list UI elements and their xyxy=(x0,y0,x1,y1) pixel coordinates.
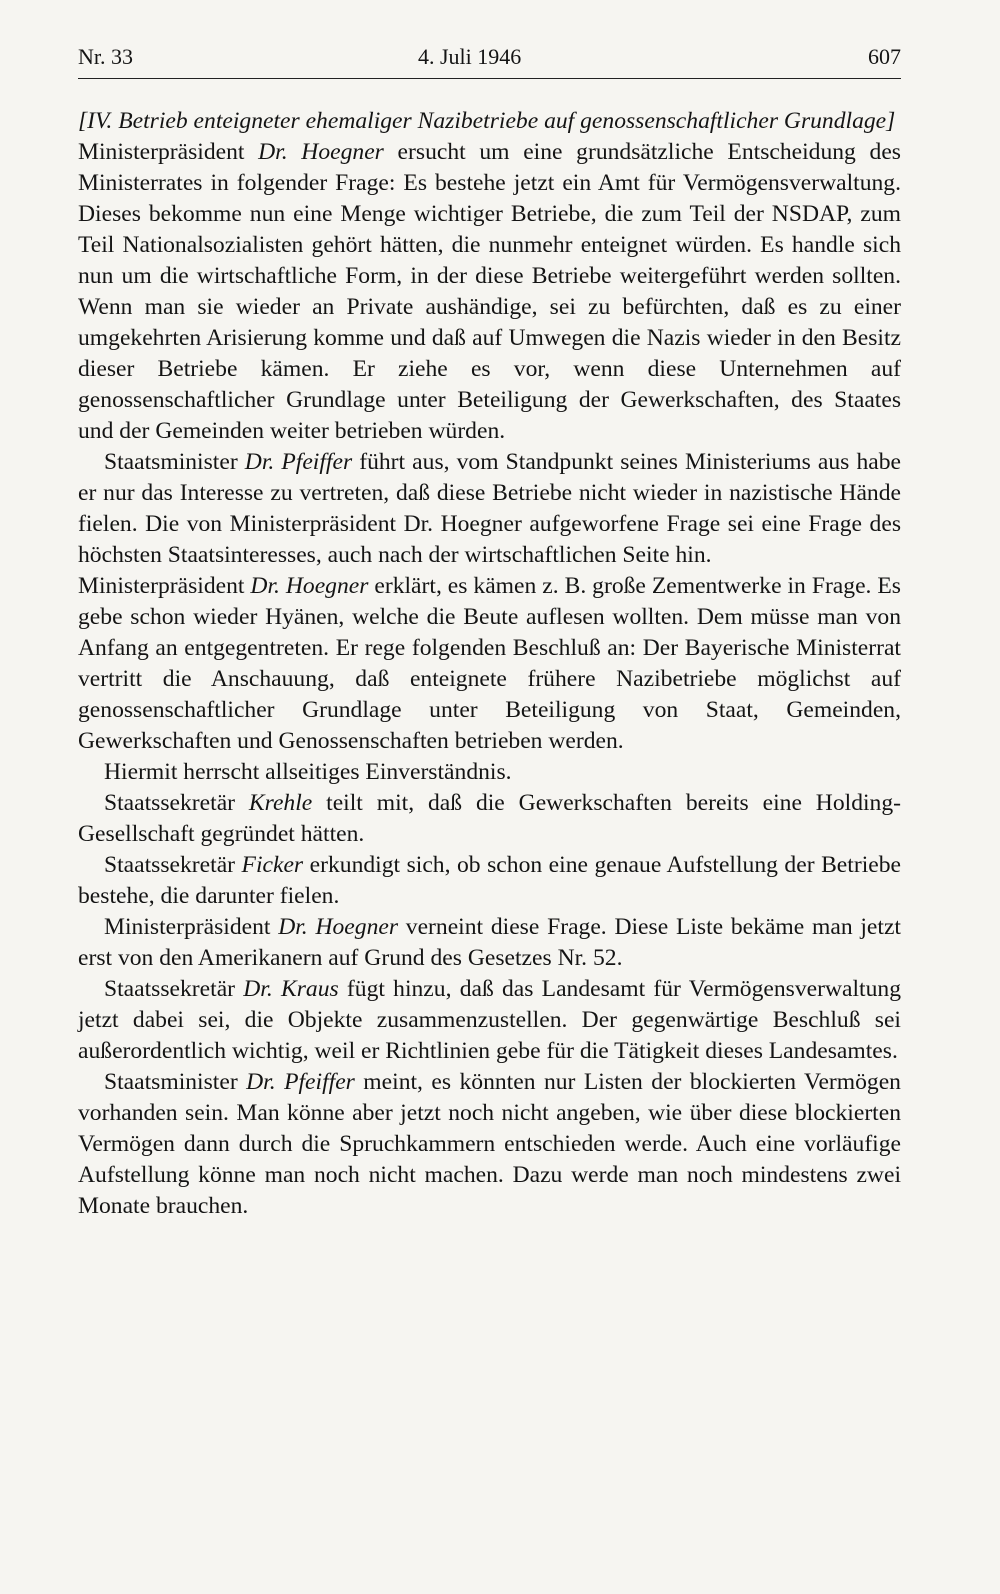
paragraph-text: erklärt, es kämen z. B. große Zementwerke in Frage. Es gebe schon wieder Hyänen, welche die Beute auflesen wollten. Dem müsse man von Anfang an entgegentreten. Er rege folgenden Beschluß an: Der Bayerische Ministerrat vertritt die Anschauung, daß enteignete frühere Nazibetriebe möglichst auf genossenschaftlicher Grundlage unter Beteiligung von Staat, Gemeinden, Gewerkschaften und Genossenschaften betrieben werden. xyxy=(78,573,901,754)
paragraph xyxy=(78,757,901,788)
issue-number: Nr. 33 xyxy=(78,44,133,69)
speaker-name: Dr. Hoegner xyxy=(258,139,384,165)
speaker-name: Ficker xyxy=(241,852,304,878)
paragraph-text: verneint diese Frage. Diese Liste bekäme man jetzt erst von den Amerikanern auf Grund des Gesetzes Nr. 52. xyxy=(78,914,901,971)
speaker-title: Staatssekretär xyxy=(104,976,244,1002)
speaker-name: Dr. Hoegner xyxy=(278,914,399,940)
document-body xyxy=(78,106,901,1222)
paragraph xyxy=(78,850,901,912)
section-heading: [IV. Betrieb enteigneter ehemaliger Nazibetriebe auf genossenschaftlicher Grundlage] xyxy=(78,108,896,134)
speaker-name: Dr. Hoegner xyxy=(250,573,369,599)
paragraph xyxy=(78,974,901,1067)
paragraph-text: erkundigt sich, ob schon eine genaue Aufstellung der Betriebe bestehe, die darunter fielen. xyxy=(78,852,901,909)
paragraph xyxy=(78,571,901,757)
page-number: 607 xyxy=(868,44,901,69)
speaker-name: Dr. Pfeiffer xyxy=(244,449,353,475)
speaker-title: Staatsminister xyxy=(104,449,245,475)
paragraph-text: Hiermit herrscht allseitiges Einverständnis. xyxy=(104,759,512,785)
page-header xyxy=(78,42,901,79)
speaker-title: Ministerpräsident xyxy=(78,573,251,599)
speaker-name: Dr. Kraus xyxy=(243,976,339,1002)
paragraph xyxy=(78,788,901,850)
speaker-title: Staatsminister xyxy=(104,1069,247,1095)
speaker-title: Ministerpräsident xyxy=(78,139,259,165)
paragraph xyxy=(78,447,901,571)
speaker-title: Ministerpräsident xyxy=(104,914,279,940)
session-date: 4. Juli 1946 xyxy=(418,44,522,69)
paragraph xyxy=(78,912,901,974)
speaker-title: Staatssekretär xyxy=(104,852,242,878)
speaker-title: Staatssekretär xyxy=(104,790,249,816)
paragraph-text: meint, es könnten nur Listen der blockierten Vermögen vorhanden sein. Man könne aber jetzt noch nicht angeben, wie über diese blockierten Vermögen dann durch die Spruchkammern entschieden werde. Auch eine vorläufige Aufstellung könne man noch nicht machen. Dazu werde man noch mindestens zwei Monate brauchen. xyxy=(78,1069,901,1219)
speaker-name: Krehle xyxy=(248,790,313,816)
paragraph-text: führt aus, vom Standpunkt seines Ministeriums aus habe er nur das Interesse zu vertreten, daß diese Betriebe nicht wieder in nazistische Hände fielen. Die von Ministerpräsident Dr. Hoegner aufgeworfene Frage sei eine Frage des höchsten Staatsinteresses, auch nach der wirtschaftlichen Seite hin. xyxy=(78,449,901,568)
paragraph xyxy=(78,137,901,447)
paragraph-text: teilt mit, daß die Gewerkschaften bereits eine Holding-Gesellschaft gegründet hätten. xyxy=(78,790,901,847)
paragraph xyxy=(78,1067,901,1222)
paragraph-text: fügt hinzu, daß das Landesamt für Vermögensverwaltung jetzt dabei sei, die Objekte zusammenzustellen. Der gegenwärtige Beschluß sei außerordentlich wichtig, weil er Richtlinien gebe für die Tätigkeit dieses Landesamtes. xyxy=(78,976,901,1064)
paragraph-text: ersucht um eine grundsätzliche Entscheidung des Ministerrates in folgender Frage: Es bestehe jetzt ein Amt für Vermögensverwaltung. Dieses bekomme nun eine Menge wichtiger Betriebe, die zum Teil der NSDAP, zum Teil Nationalsozialisten gehört hätten, die nunmehr enteignet würden. Es handle sich nun um die wirtschaftliche Form, in der diese Betriebe weitergeführt werden sollten. Wenn man sie wieder an Private aushändige, sei zu befürchten, daß es zu einer umgekehrten Arisierung komme und daß auf Umwegen die Nazis wieder in den Besitz dieser Betriebe kämen. Er ziehe es vor, wenn diese Unternehmen auf genossenschaftlicher Grundlage unter Beteiligung der Gewerkschaften, des Staates und der Gemeinden weiter betrieben würden. xyxy=(78,139,901,444)
speaker-name: Dr. Pfeiffer xyxy=(246,1069,355,1095)
